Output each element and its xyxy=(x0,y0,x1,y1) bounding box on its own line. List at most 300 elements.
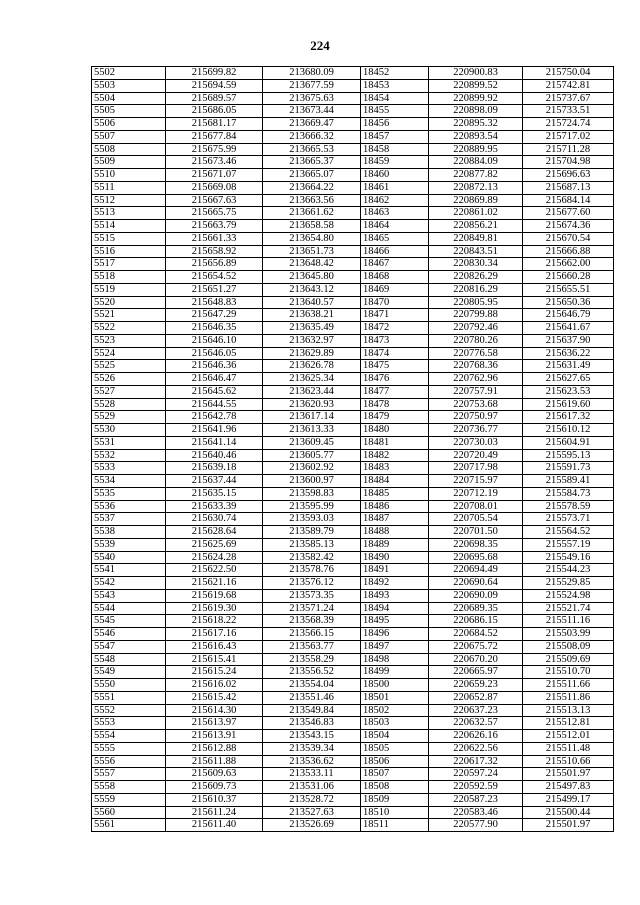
y-coord-b-cell: 215646.79 xyxy=(523,309,614,322)
x-coord-a-cell: 215656.89 xyxy=(166,258,263,271)
point-id-b-cell: 18461 xyxy=(361,181,429,194)
y-coord-b-cell: 215508.09 xyxy=(523,640,614,653)
y-coord-b-cell: 215509.69 xyxy=(523,653,614,666)
y-coord-a-cell: 213578.76 xyxy=(263,564,361,577)
table-row xyxy=(92,207,614,220)
y-coord-a-cell: 213602.92 xyxy=(263,462,361,475)
y-coord-b-cell: 215501.97 xyxy=(523,819,614,832)
y-coord-a-cell: 213658.58 xyxy=(263,220,361,233)
y-coord-a-cell: 213677.59 xyxy=(263,79,361,92)
point-id-b-cell: 18481 xyxy=(361,436,429,449)
y-coord-a-cell: 213536.62 xyxy=(263,755,361,768)
point-id-b-cell: 18499 xyxy=(361,666,429,679)
y-coord-b-cell: 215733.51 xyxy=(523,105,614,118)
table-row xyxy=(92,526,614,539)
point-id-b-cell: 18489 xyxy=(361,538,429,551)
table-row xyxy=(92,806,614,819)
x-coord-b-cell: 220712.19 xyxy=(429,487,523,500)
point-id-a-cell: 5512 xyxy=(92,194,166,207)
point-id-a-cell: 5541 xyxy=(92,564,166,577)
point-id-a-cell: 5516 xyxy=(92,245,166,258)
x-coord-a-cell: 215671.07 xyxy=(166,169,263,182)
point-id-b-cell: 18456 xyxy=(361,118,429,131)
x-coord-b-cell: 220577.90 xyxy=(429,819,523,832)
y-coord-a-cell: 213589.79 xyxy=(263,526,361,539)
y-coord-b-cell: 215660.28 xyxy=(523,271,614,284)
y-coord-b-cell: 215623.53 xyxy=(523,385,614,398)
x-coord-b-cell: 220695.68 xyxy=(429,551,523,564)
y-coord-a-cell: 213617.14 xyxy=(263,411,361,424)
x-coord-a-cell: 215661.33 xyxy=(166,232,263,245)
table-row xyxy=(92,360,614,373)
y-coord-b-cell: 215687.13 xyxy=(523,181,614,194)
x-coord-a-cell: 215646.05 xyxy=(166,347,263,360)
point-id-b-cell: 18485 xyxy=(361,487,429,500)
point-id-b-cell: 18510 xyxy=(361,806,429,819)
x-coord-b-cell: 220592.59 xyxy=(429,781,523,794)
x-coord-b-cell: 220717.98 xyxy=(429,462,523,475)
table-row xyxy=(92,602,614,615)
point-id-a-cell: 5507 xyxy=(92,130,166,143)
x-coord-b-cell: 220652.87 xyxy=(429,691,523,704)
table-row xyxy=(92,271,614,284)
point-id-b-cell: 18484 xyxy=(361,475,429,488)
point-id-b-cell: 18502 xyxy=(361,704,429,717)
y-coord-b-cell: 215670.54 xyxy=(523,232,614,245)
x-coord-a-cell: 215609.73 xyxy=(166,781,263,794)
x-coord-a-cell: 215677.84 xyxy=(166,130,263,143)
table-row xyxy=(92,143,614,156)
y-coord-b-cell: 215557.19 xyxy=(523,538,614,551)
x-coord-a-cell: 215611.88 xyxy=(166,755,263,768)
table-row xyxy=(92,67,614,80)
x-coord-a-cell: 215673.46 xyxy=(166,156,263,169)
y-coord-a-cell: 213665.07 xyxy=(263,169,361,182)
y-coord-a-cell: 213680.09 xyxy=(263,67,361,80)
table-row xyxy=(92,564,614,577)
point-id-a-cell: 5542 xyxy=(92,577,166,590)
point-id-a-cell: 5527 xyxy=(92,385,166,398)
point-id-b-cell: 18464 xyxy=(361,220,429,233)
x-coord-a-cell: 215616.43 xyxy=(166,640,263,653)
y-coord-a-cell: 213632.97 xyxy=(263,334,361,347)
y-coord-b-cell: 215627.65 xyxy=(523,373,614,386)
table-row xyxy=(92,462,614,475)
point-id-a-cell: 5558 xyxy=(92,781,166,794)
table-row xyxy=(92,296,614,309)
x-coord-b-cell: 220690.09 xyxy=(429,589,523,602)
y-coord-b-cell: 215499.17 xyxy=(523,793,614,806)
point-id-a-cell: 5506 xyxy=(92,118,166,131)
point-id-a-cell: 5519 xyxy=(92,283,166,296)
point-id-b-cell: 18478 xyxy=(361,398,429,411)
y-coord-b-cell: 215724.74 xyxy=(523,118,614,131)
x-coord-a-cell: 215675.99 xyxy=(166,143,263,156)
y-coord-a-cell: 213654.80 xyxy=(263,232,361,245)
point-id-b-cell: 18483 xyxy=(361,462,429,475)
y-coord-b-cell: 215512.01 xyxy=(523,730,614,743)
y-coord-a-cell: 213595.99 xyxy=(263,500,361,513)
point-id-a-cell: 5547 xyxy=(92,640,166,653)
x-coord-b-cell: 220665.97 xyxy=(429,666,523,679)
x-coord-b-cell: 220626.16 xyxy=(429,730,523,743)
y-coord-b-cell: 215610.12 xyxy=(523,424,614,437)
x-coord-a-cell: 215647.29 xyxy=(166,309,263,322)
table-row xyxy=(92,156,614,169)
point-id-b-cell: 18486 xyxy=(361,500,429,513)
point-id-a-cell: 5561 xyxy=(92,819,166,832)
point-id-b-cell: 18452 xyxy=(361,67,429,80)
point-id-b-cell: 18503 xyxy=(361,717,429,730)
y-coord-b-cell: 215511.86 xyxy=(523,691,614,704)
point-id-b-cell: 18455 xyxy=(361,105,429,118)
table-row xyxy=(92,717,614,730)
table-row xyxy=(92,283,614,296)
x-coord-b-cell: 220659.23 xyxy=(429,679,523,692)
point-id-a-cell: 5534 xyxy=(92,475,166,488)
x-coord-b-cell: 220637.23 xyxy=(429,704,523,717)
point-id-b-cell: 18463 xyxy=(361,207,429,220)
y-coord-b-cell: 215677.60 xyxy=(523,207,614,220)
point-id-a-cell: 5505 xyxy=(92,105,166,118)
point-id-a-cell: 5548 xyxy=(92,653,166,666)
y-coord-b-cell: 215617.32 xyxy=(523,411,614,424)
point-id-a-cell: 5556 xyxy=(92,755,166,768)
y-coord-b-cell: 215584.73 xyxy=(523,487,614,500)
y-coord-a-cell: 213558.29 xyxy=(263,653,361,666)
point-id-b-cell: 18454 xyxy=(361,92,429,105)
x-coord-a-cell: 215641.14 xyxy=(166,436,263,449)
point-id-a-cell: 5546 xyxy=(92,628,166,641)
y-coord-a-cell: 213609.45 xyxy=(263,436,361,449)
x-coord-a-cell: 215612.88 xyxy=(166,742,263,755)
table-row xyxy=(92,449,614,462)
x-coord-a-cell: 215639.18 xyxy=(166,462,263,475)
table-row xyxy=(92,105,614,118)
x-coord-a-cell: 215633.39 xyxy=(166,500,263,513)
x-coord-b-cell: 220632.57 xyxy=(429,717,523,730)
x-coord-b-cell: 220826.29 xyxy=(429,271,523,284)
y-coord-a-cell: 213573.35 xyxy=(263,589,361,602)
table-row xyxy=(92,398,614,411)
point-id-a-cell: 5523 xyxy=(92,334,166,347)
table-row xyxy=(92,309,614,322)
x-coord-a-cell: 215686.05 xyxy=(166,105,263,118)
y-coord-b-cell: 215717.02 xyxy=(523,130,614,143)
table-row xyxy=(92,373,614,386)
point-id-b-cell: 18470 xyxy=(361,296,429,309)
table-row xyxy=(92,513,614,526)
point-id-a-cell: 5550 xyxy=(92,679,166,692)
x-coord-a-cell: 215640.46 xyxy=(166,449,263,462)
point-id-a-cell: 5522 xyxy=(92,322,166,335)
x-coord-b-cell: 220690.64 xyxy=(429,577,523,590)
x-coord-a-cell: 215646.47 xyxy=(166,373,263,386)
y-coord-a-cell: 213528.72 xyxy=(263,793,361,806)
y-coord-a-cell: 213626.78 xyxy=(263,360,361,373)
point-id-a-cell: 5511 xyxy=(92,181,166,194)
y-coord-a-cell: 213665.37 xyxy=(263,156,361,169)
y-coord-b-cell: 215500.44 xyxy=(523,806,614,819)
y-coord-a-cell: 213661.62 xyxy=(263,207,361,220)
y-coord-a-cell: 213582.42 xyxy=(263,551,361,564)
x-coord-a-cell: 215609.63 xyxy=(166,768,263,781)
y-coord-a-cell: 213620.93 xyxy=(263,398,361,411)
x-coord-b-cell: 220622.56 xyxy=(429,742,523,755)
y-coord-b-cell: 215655.51 xyxy=(523,283,614,296)
y-coord-b-cell: 215636.22 xyxy=(523,347,614,360)
x-coord-b-cell: 220893.54 xyxy=(429,130,523,143)
x-coord-a-cell: 215694.59 xyxy=(166,79,263,92)
y-coord-b-cell: 215512.81 xyxy=(523,717,614,730)
x-coord-a-cell: 215663.79 xyxy=(166,220,263,233)
point-id-b-cell: 18476 xyxy=(361,373,429,386)
y-coord-b-cell: 215513.13 xyxy=(523,704,614,717)
y-coord-b-cell: 215549.16 xyxy=(523,551,614,564)
x-coord-a-cell: 215628.64 xyxy=(166,526,263,539)
point-id-b-cell: 18458 xyxy=(361,143,429,156)
y-coord-b-cell: 215497.83 xyxy=(523,781,614,794)
y-coord-b-cell: 215704.98 xyxy=(523,156,614,169)
point-id-a-cell: 5557 xyxy=(92,768,166,781)
point-id-a-cell: 5526 xyxy=(92,373,166,386)
table-row xyxy=(92,424,614,437)
y-coord-b-cell: 215591.73 xyxy=(523,462,614,475)
table-row xyxy=(92,538,614,551)
table-row xyxy=(92,245,614,258)
x-coord-a-cell: 215648.83 xyxy=(166,296,263,309)
y-coord-b-cell: 215510.70 xyxy=(523,666,614,679)
x-coord-b-cell: 220899.52 xyxy=(429,79,523,92)
point-id-a-cell: 5553 xyxy=(92,717,166,730)
y-coord-b-cell: 215662.00 xyxy=(523,258,614,271)
x-coord-a-cell: 215616.02 xyxy=(166,679,263,692)
x-coord-b-cell: 220715.97 xyxy=(429,475,523,488)
table-row xyxy=(92,411,614,424)
y-coord-b-cell: 215511.48 xyxy=(523,742,614,755)
point-id-a-cell: 5530 xyxy=(92,424,166,437)
y-coord-b-cell: 215544.23 xyxy=(523,564,614,577)
point-id-b-cell: 18504 xyxy=(361,730,429,743)
point-id-b-cell: 18501 xyxy=(361,691,429,704)
table-row xyxy=(92,220,614,233)
y-coord-a-cell: 213600.97 xyxy=(263,475,361,488)
y-coord-b-cell: 215589.41 xyxy=(523,475,614,488)
x-coord-a-cell: 215615.42 xyxy=(166,691,263,704)
y-coord-b-cell: 215503.99 xyxy=(523,628,614,641)
point-id-b-cell: 18480 xyxy=(361,424,429,437)
x-coord-a-cell: 215635.15 xyxy=(166,487,263,500)
x-coord-a-cell: 215630.74 xyxy=(166,513,263,526)
x-coord-a-cell: 215615.24 xyxy=(166,666,263,679)
y-coord-b-cell: 215564.52 xyxy=(523,526,614,539)
x-coord-b-cell: 220698.35 xyxy=(429,538,523,551)
point-id-a-cell: 5535 xyxy=(92,487,166,500)
y-coord-a-cell: 213576.12 xyxy=(263,577,361,590)
y-coord-b-cell: 215524.98 xyxy=(523,589,614,602)
table-row xyxy=(92,653,614,666)
point-id-a-cell: 5538 xyxy=(92,526,166,539)
point-id-b-cell: 18479 xyxy=(361,411,429,424)
y-coord-a-cell: 213549.84 xyxy=(263,704,361,717)
point-id-a-cell: 5552 xyxy=(92,704,166,717)
x-coord-a-cell: 215622.50 xyxy=(166,564,263,577)
y-coord-b-cell: 215650.36 xyxy=(523,296,614,309)
point-id-a-cell: 5559 xyxy=(92,793,166,806)
point-id-a-cell: 5544 xyxy=(92,602,166,615)
y-coord-b-cell: 215578.59 xyxy=(523,500,614,513)
point-id-a-cell: 5543 xyxy=(92,589,166,602)
y-coord-a-cell: 213543.15 xyxy=(263,730,361,743)
y-coord-a-cell: 213643.12 xyxy=(263,283,361,296)
y-coord-a-cell: 213635.49 xyxy=(263,322,361,335)
table-row xyxy=(92,666,614,679)
coordinates-table xyxy=(91,66,614,832)
table-row xyxy=(92,436,614,449)
x-coord-b-cell: 220675.72 xyxy=(429,640,523,653)
y-coord-b-cell: 215511.66 xyxy=(523,679,614,692)
point-id-a-cell: 5554 xyxy=(92,730,166,743)
x-coord-b-cell: 220617.32 xyxy=(429,755,523,768)
point-id-b-cell: 18508 xyxy=(361,781,429,794)
x-coord-a-cell: 215642.78 xyxy=(166,411,263,424)
table-row xyxy=(92,589,614,602)
table-row xyxy=(92,628,614,641)
x-coord-a-cell: 215641.96 xyxy=(166,424,263,437)
x-coord-a-cell: 215689.57 xyxy=(166,92,263,105)
y-coord-a-cell: 213593.03 xyxy=(263,513,361,526)
y-coord-a-cell: 213651.73 xyxy=(263,245,361,258)
y-coord-a-cell: 213527.63 xyxy=(263,806,361,819)
table-row xyxy=(92,742,614,755)
point-id-a-cell: 5528 xyxy=(92,398,166,411)
y-coord-a-cell: 213566.15 xyxy=(263,628,361,641)
x-coord-b-cell: 220736.77 xyxy=(429,424,523,437)
y-coord-b-cell: 215641.67 xyxy=(523,322,614,335)
point-id-a-cell: 5551 xyxy=(92,691,166,704)
point-id-b-cell: 18469 xyxy=(361,283,429,296)
y-coord-a-cell: 213640.57 xyxy=(263,296,361,309)
point-id-a-cell: 5514 xyxy=(92,220,166,233)
x-coord-b-cell: 220861.02 xyxy=(429,207,523,220)
y-coord-a-cell: 213648.42 xyxy=(263,258,361,271)
x-coord-b-cell: 220689.35 xyxy=(429,602,523,615)
x-coord-a-cell: 215654.52 xyxy=(166,271,263,284)
x-coord-a-cell: 215624.28 xyxy=(166,551,263,564)
y-coord-a-cell: 213554.04 xyxy=(263,679,361,692)
y-coord-a-cell: 213546.83 xyxy=(263,717,361,730)
y-coord-b-cell: 215604.91 xyxy=(523,436,614,449)
y-coord-b-cell: 215511.16 xyxy=(523,615,614,628)
table-row xyxy=(92,640,614,653)
x-coord-a-cell: 215610.37 xyxy=(166,793,263,806)
y-coord-b-cell: 215573.71 xyxy=(523,513,614,526)
point-id-a-cell: 5549 xyxy=(92,666,166,679)
point-id-b-cell: 18507 xyxy=(361,768,429,781)
x-coord-b-cell: 220816.29 xyxy=(429,283,523,296)
x-coord-a-cell: 215669.08 xyxy=(166,181,263,194)
point-id-b-cell: 18494 xyxy=(361,602,429,615)
table-row xyxy=(92,79,614,92)
x-coord-a-cell: 215613.91 xyxy=(166,730,263,743)
point-id-b-cell: 18497 xyxy=(361,640,429,653)
point-id-b-cell: 18460 xyxy=(361,169,429,182)
y-coord-a-cell: 213673.44 xyxy=(263,105,361,118)
x-coord-b-cell: 220799.88 xyxy=(429,309,523,322)
table-row xyxy=(92,500,614,513)
point-id-a-cell: 5539 xyxy=(92,538,166,551)
point-id-b-cell: 18471 xyxy=(361,309,429,322)
table-row xyxy=(92,691,614,704)
point-id-a-cell: 5520 xyxy=(92,296,166,309)
point-id-a-cell: 5540 xyxy=(92,551,166,564)
point-id-b-cell: 18490 xyxy=(361,551,429,564)
y-coord-b-cell: 215510.66 xyxy=(523,755,614,768)
x-coord-a-cell: 215681.17 xyxy=(166,118,263,131)
x-coord-a-cell: 215617.16 xyxy=(166,628,263,641)
y-coord-a-cell: 213629.89 xyxy=(263,347,361,360)
point-id-b-cell: 18492 xyxy=(361,577,429,590)
table-row xyxy=(92,577,614,590)
point-id-a-cell: 5532 xyxy=(92,449,166,462)
point-id-b-cell: 18472 xyxy=(361,322,429,335)
point-id-a-cell: 5508 xyxy=(92,143,166,156)
x-coord-b-cell: 220587.23 xyxy=(429,793,523,806)
y-coord-a-cell: 213669.47 xyxy=(263,118,361,131)
table-row xyxy=(92,169,614,182)
x-coord-a-cell: 215646.10 xyxy=(166,334,263,347)
point-id-b-cell: 18468 xyxy=(361,271,429,284)
point-id-b-cell: 18477 xyxy=(361,385,429,398)
point-id-b-cell: 18473 xyxy=(361,334,429,347)
table-row xyxy=(92,679,614,692)
y-coord-a-cell: 213663.56 xyxy=(263,194,361,207)
x-coord-b-cell: 220768.36 xyxy=(429,360,523,373)
x-coord-a-cell: 215646.36 xyxy=(166,360,263,373)
x-coord-b-cell: 220792.46 xyxy=(429,322,523,335)
table-row xyxy=(92,487,614,500)
y-coord-a-cell: 213638.21 xyxy=(263,309,361,322)
table-row xyxy=(92,118,614,131)
y-coord-a-cell: 213665.53 xyxy=(263,143,361,156)
point-id-a-cell: 5509 xyxy=(92,156,166,169)
point-id-b-cell: 18467 xyxy=(361,258,429,271)
x-coord-b-cell: 220762.96 xyxy=(429,373,523,386)
table-row xyxy=(92,232,614,245)
x-coord-a-cell: 215618.22 xyxy=(166,615,263,628)
y-coord-b-cell: 215501.97 xyxy=(523,768,614,781)
point-id-a-cell: 5560 xyxy=(92,806,166,819)
x-coord-b-cell: 220889.95 xyxy=(429,143,523,156)
table-row xyxy=(92,704,614,717)
point-id-a-cell: 5517 xyxy=(92,258,166,271)
coordinates-table-body xyxy=(92,67,614,832)
x-coord-a-cell: 215625.69 xyxy=(166,538,263,551)
x-coord-b-cell: 220898.09 xyxy=(429,105,523,118)
x-coord-a-cell: 215621.16 xyxy=(166,577,263,590)
x-coord-b-cell: 220805.95 xyxy=(429,296,523,309)
x-coord-b-cell: 220708.01 xyxy=(429,500,523,513)
x-coord-b-cell: 220684.52 xyxy=(429,628,523,641)
y-coord-a-cell: 213533.11 xyxy=(263,768,361,781)
x-coord-a-cell: 215611.40 xyxy=(166,819,263,832)
point-id-b-cell: 18511 xyxy=(361,819,429,832)
y-coord-a-cell: 213539.34 xyxy=(263,742,361,755)
y-coord-b-cell: 215737.67 xyxy=(523,92,614,105)
point-id-b-cell: 18475 xyxy=(361,360,429,373)
point-id-b-cell: 18465 xyxy=(361,232,429,245)
x-coord-b-cell: 220843.51 xyxy=(429,245,523,258)
